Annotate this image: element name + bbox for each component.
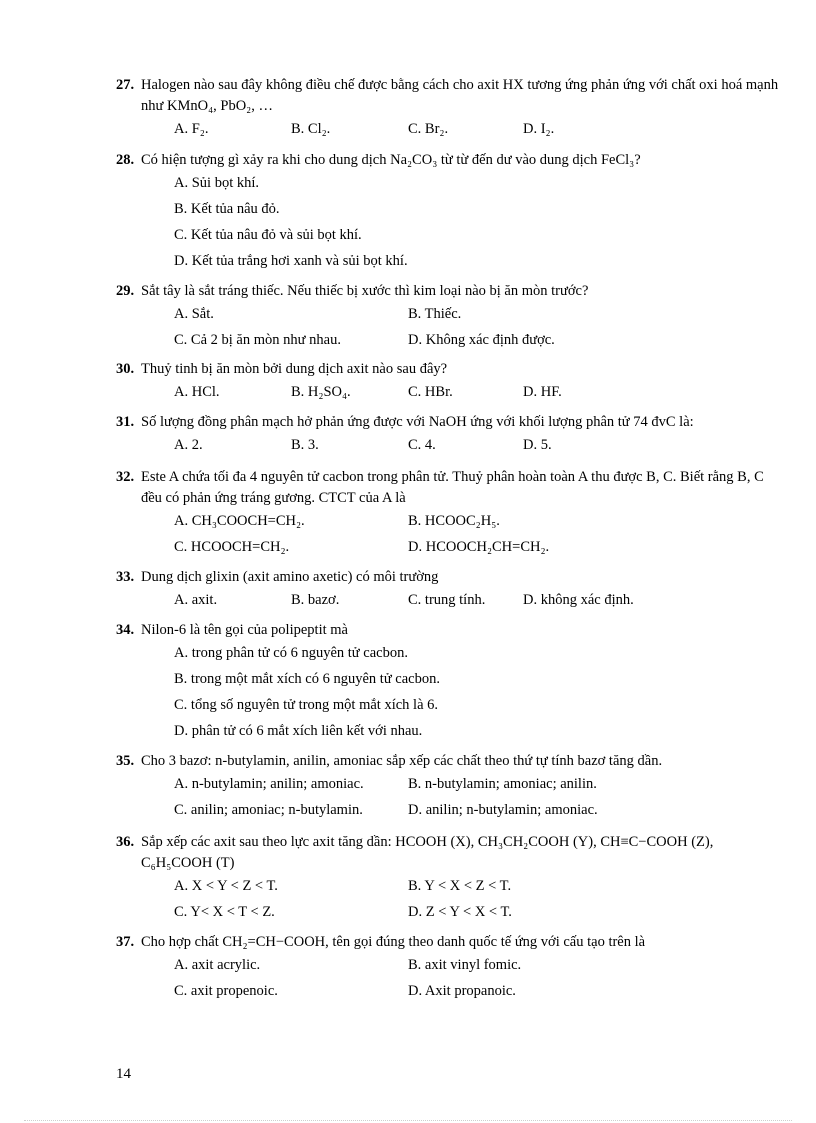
option-d: D. phân tử có 6 mắt xích liên kết với nhau. bbox=[174, 723, 423, 739]
option-c: C. HBr. bbox=[408, 384, 453, 400]
option-b: B. bazơ. bbox=[291, 592, 340, 608]
option-b: B. Cl₂. bbox=[291, 121, 331, 137]
question-number: 29. bbox=[116, 283, 135, 299]
option-c: C. Br₂. bbox=[408, 121, 449, 137]
question-number: 27. bbox=[116, 77, 135, 93]
option-c: C. 4. bbox=[408, 437, 436, 453]
option-b: B. n-butylamin; amoniac; anilin. bbox=[408, 776, 597, 792]
option-c: C. axit propenoic. bbox=[174, 983, 278, 999]
option-c: C. Kết tủa nâu đỏ và sủi bọt khí. bbox=[174, 227, 362, 243]
option-c: C. anilin; amoniac; n-butylamin. bbox=[174, 802, 363, 818]
option-b: B. Kết tủa nâu đỏ. bbox=[174, 201, 280, 217]
option-d: D. không xác định. bbox=[523, 592, 634, 608]
question-number: 31. bbox=[116, 414, 135, 430]
option-d: D. Z < Y < X < T. bbox=[408, 904, 512, 920]
option-a: A. axit. bbox=[174, 592, 218, 608]
option-b: B. Y < X < Z < T. bbox=[408, 878, 512, 894]
question-number: 32. bbox=[116, 469, 135, 485]
option-b: B. trong một mắt xích có 6 nguyên tử cacbon. bbox=[174, 671, 440, 687]
question-stem: Có hiện tượng gì xảy ra khi cho dung dịch Na₂CO₃ từ từ đến dư vào dung dịch FeCl₃? bbox=[141, 152, 641, 168]
option-d: D. HCOOCH₂CH=CH₂. bbox=[408, 539, 550, 555]
option-b: B. 3. bbox=[291, 437, 319, 453]
option-c: C. trung tính. bbox=[408, 592, 486, 608]
question-stem: Sắt tây là sắt tráng thiếc. Nếu thiếc bị xước thì kim loại nào bị ăn mòn trước? bbox=[141, 283, 589, 299]
question-number: 35. bbox=[116, 753, 135, 769]
option-a: A. Sắt. bbox=[174, 306, 214, 322]
option-c: C. HCOOCH=CH₂. bbox=[174, 539, 290, 555]
question-number: 28. bbox=[116, 152, 135, 168]
question-stem: Cho hợp chất CH₂=CH−COOH, tên gọi đúng theo danh quốc tế ứng với cấu tạo trên là bbox=[141, 934, 646, 950]
option-b: B. Thiếc. bbox=[408, 306, 462, 322]
option-d: D. anilin; n-butylamin; amoniac. bbox=[408, 802, 598, 818]
option-d: D. Axit propanoic. bbox=[408, 983, 516, 999]
option-a: A. 2. bbox=[174, 437, 203, 453]
option-b: B. axit vinyl fomic. bbox=[408, 957, 522, 973]
option-d: D. 5. bbox=[523, 437, 552, 453]
option-a: A. F₂. bbox=[174, 121, 209, 137]
option-a: A. n-butylamin; anilin; amoniac. bbox=[174, 776, 364, 792]
question-stem: Este A chứa tối đa 4 nguyên tử cacbon trong phân tử. Thuỷ phân hoàn toàn A thu được B, C. Biết rằng B, C đều có phản ứng tráng gương. CTCT của A là bbox=[141, 469, 764, 506]
option-c: C. Cả 2 bị ăn mòn như nhau. bbox=[174, 332, 341, 348]
option-b: B. H₂SO₄. bbox=[291, 384, 351, 400]
option-c: C. tổng số nguyên tử trong một mắt xích là 6. bbox=[174, 697, 439, 713]
question-29 bbox=[116, 281, 780, 354]
option-d: D. Kết tủa trắng hơi xanh và sủi bọt khí. bbox=[174, 253, 408, 269]
option-d: D. I₂. bbox=[523, 121, 555, 137]
question-number: 30. bbox=[116, 361, 135, 377]
option-d: D. Không xác định được. bbox=[408, 332, 555, 348]
question-35 bbox=[116, 751, 780, 824]
option-d: D. HF. bbox=[523, 384, 562, 400]
question-number: 34. bbox=[116, 622, 135, 638]
option-a: A. HCl. bbox=[174, 384, 220, 400]
option-a: A. trong phân tử có 6 nguyên tử cacbon. bbox=[174, 645, 408, 661]
question-number: 37. bbox=[116, 934, 135, 950]
question-31 bbox=[116, 412, 780, 459]
option-a: A. CH₃COOCH=CH₂. bbox=[174, 513, 305, 529]
question-stem: Thuỷ tinh bị ăn mòn bởi dung dịch axit nào sau đây? bbox=[141, 361, 448, 377]
option-a: A. X < Y < Z < T. bbox=[174, 878, 278, 894]
question-stem: Sắp xếp các axit sau theo lực axit tăng dần: HCOOH (X), CH₃CH₂COOH (Y), CH≡C−COOH (Z), C₆H₅COOH (T) bbox=[141, 834, 714, 871]
question-number: 36. bbox=[116, 834, 135, 850]
option-a: A. Sủi bọt khí. bbox=[174, 175, 259, 191]
question-33 bbox=[116, 567, 780, 614]
question-stem: Nilon-6 là tên gọi của polipeptit mà bbox=[141, 622, 348, 638]
question-28 bbox=[116, 150, 780, 275]
page-number: 14 bbox=[116, 1066, 131, 1082]
question-34 bbox=[116, 620, 780, 745]
option-c: C. Y< X < T < Z. bbox=[174, 904, 275, 920]
question-stem: Dung dịch glixin (axit amino axetic) có môi trường bbox=[141, 569, 439, 585]
question-37 bbox=[116, 932, 780, 1005]
question-32 bbox=[116, 467, 780, 561]
option-a: A. axit acrylic. bbox=[174, 957, 261, 973]
question-stem: Cho 3 bazơ: n-butylamin, anilin, amoniac sắp xếp các chất theo thứ tự tính bazơ tăng dần. bbox=[141, 753, 663, 769]
question-30 bbox=[116, 359, 780, 406]
footer-divider bbox=[24, 1120, 792, 1121]
question-number: 33. bbox=[116, 569, 135, 585]
question-stem: Halogen nào sau đây không điều chế được bằng cách cho axit HX tương ứng phản ứng với chất oxi hoá mạnh như KMnO₄, PbO₂, … bbox=[141, 77, 779, 114]
question-stem: Số lượng đồng phân mạch hở phản ứng được với NaOH ứng với khối lượng phân tử 74 đvC là: bbox=[141, 414, 694, 430]
question-36 bbox=[116, 832, 780, 926]
question-27 bbox=[116, 75, 780, 143]
option-b: B. HCOOC₂H₅. bbox=[408, 513, 500, 529]
